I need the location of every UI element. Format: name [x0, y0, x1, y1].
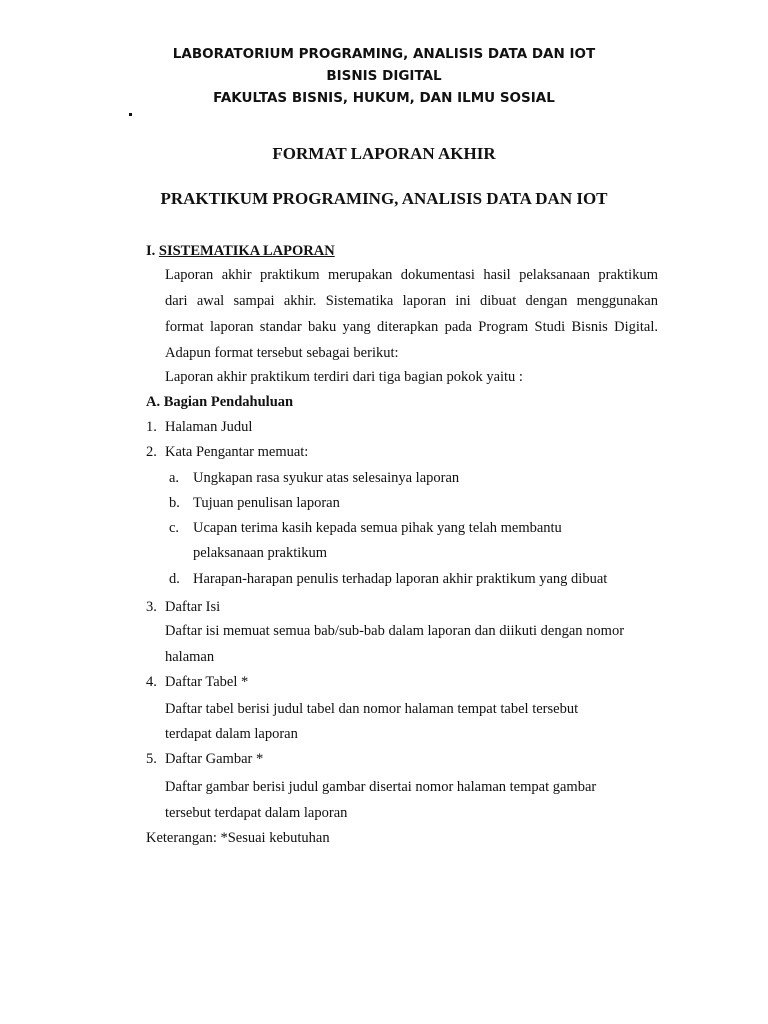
- list-item-1-number: 1.: [146, 419, 157, 435]
- list-item-5-number: 5.: [146, 751, 157, 767]
- list-item-4-description-cont: terdapat dalam laporan: [165, 726, 298, 742]
- section-heading: [146, 242, 335, 260]
- section-title: SISTEMATIKA LAPORAN: [158, 243, 335, 259]
- sub-item-d-text: Harapan-harapan penulis terhadap laporan akhir praktikum yang dibuat: [193, 571, 608, 587]
- list-item-4-number: 4.: [146, 674, 157, 690]
- sub-item-c-text: Ucapan terima kasih kepada semua pihak yang telah membantu: [193, 520, 562, 536]
- document-subtitle: PRAKTIKUM PROGRAMING, ANALISIS DATA DAN IOT: [160, 189, 608, 208]
- sub-item-b-letter: b.: [169, 495, 180, 511]
- list-item-2-label: Kata Pengantar memuat:: [165, 444, 309, 460]
- intro-line-1: Laporan akhir praktikum merupakan dokumentasi hasil pelaksanaan praktikum: [165, 267, 658, 283]
- sub-item-d-letter: d.: [169, 571, 180, 587]
- list-item-4-label: Daftar Tabel *: [165, 674, 249, 690]
- document-title: FORMAT LAPORAN AKHIR: [272, 144, 496, 163]
- list-item-3-number: 3.: [146, 599, 157, 615]
- sub-item-b-text: Tujuan penulisan laporan: [193, 495, 340, 511]
- list-item-4-description: Daftar tabel berisi judul tabel dan nomor halaman tempat tabel tersebut: [165, 701, 579, 717]
- section-number: I.: [146, 243, 156, 259]
- list-item-5-label: Daftar Gambar *: [165, 751, 264, 767]
- sub-item-c-continuation: pelaksanaan praktikum: [193, 545, 328, 561]
- list-item-5-description: Daftar gambar berisi judul gambar disertai nomor halaman tempat gambar: [165, 779, 597, 795]
- note-text: Keterangan: *Sesuai kebutuhan: [146, 830, 330, 846]
- list-item-3-description: Daftar isi memuat semua bab/sub-bab dalam laporan dan diikuti dengan nomor: [165, 623, 625, 639]
- sub-item-a-text: Ungkapan rasa syukur atas selesainya laporan: [193, 470, 460, 486]
- stray-dot-mark: [129, 113, 132, 116]
- list-item-2-number: 2.: [146, 444, 157, 460]
- intro-line-4: Adapun format tersebut sebagai berikut:: [165, 345, 399, 361]
- header-program: BISNIS DIGITAL: [326, 68, 442, 84]
- list-item-3-label: Daftar Isi: [165, 599, 221, 615]
- header-lab-name: LABORATORIUM PROGRAMING, ANALISIS DATA DAN IOT: [172, 46, 596, 62]
- list-item-5-description-cont: tersebut terdapat dalam laporan: [165, 805, 348, 821]
- header-faculty: FAKULTAS BISNIS, HUKUM, DAN ILMU SOSIAL: [213, 90, 555, 106]
- list-item-1-label: Halaman Judul: [165, 419, 253, 435]
- intro-line-2: dari awal sampai akhir. Sistematika laporan ini dibuat dengan menggunakan: [165, 293, 658, 309]
- sub-item-a-letter: a.: [169, 470, 180, 486]
- sub-item-c-letter: c.: [169, 520, 180, 536]
- part-a-heading: A. Bagian Pendahuluan: [146, 394, 294, 410]
- list-item-3-description-cont: halaman: [165, 649, 215, 665]
- intro-line-3: format laporan standar baku yang diterapkan pada Program Studi Bisnis Digital.: [165, 319, 658, 335]
- intro-line-5: Laporan akhir praktikum terdiri dari tiga bagian pokok yaitu :: [165, 369, 523, 385]
